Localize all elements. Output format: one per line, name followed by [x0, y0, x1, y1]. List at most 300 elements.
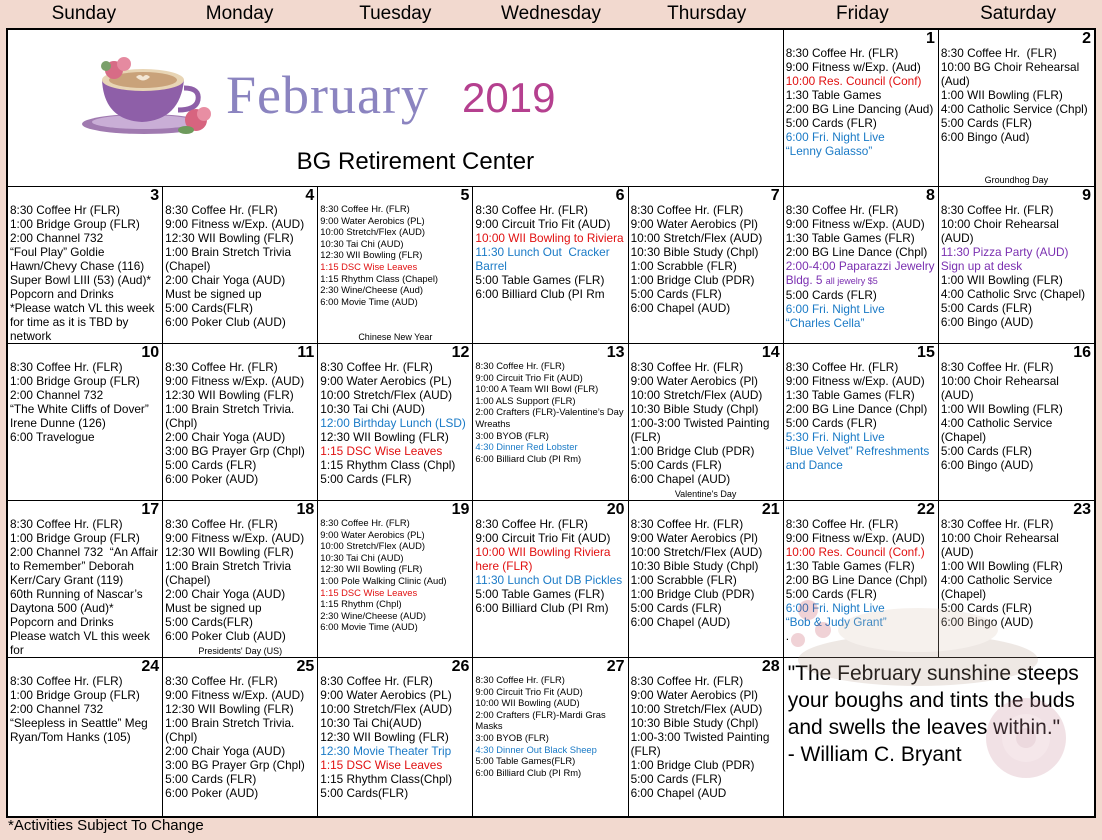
event-text: 6:00 Bingo (Aud): [940, 130, 1030, 144]
event-item: [475, 755, 625, 767]
event-item: [320, 238, 470, 250]
event-item: [786, 517, 936, 531]
day-number: 9: [1082, 187, 1091, 204]
event-item: [320, 388, 470, 402]
event-text: 12:30 WII Bowling (FLR): [320, 563, 423, 575]
event-text: 9:00 Circuit Trio Fit (AUD): [475, 371, 583, 383]
event-text: 6:00 Fri. Night Live: [785, 302, 885, 316]
event-text: 1:00 Bridge Club (PDR): [630, 273, 755, 287]
event-text: 1:00 Brain Stretch Trivia (Chapel): [165, 245, 295, 273]
event-item: [10, 273, 160, 287]
event-item: [320, 540, 470, 552]
event-text: 10:30 Bible Study (Chpl): [630, 245, 759, 259]
event-text: 10:00 Stretch/Flex (AUD): [320, 388, 453, 402]
event-list: [786, 30, 936, 158]
event-item: [475, 545, 625, 573]
event-text: 6:00 Travelogue: [10, 430, 95, 444]
event-item: [320, 563, 470, 575]
event-item: [631, 786, 781, 800]
day-cell: [318, 344, 473, 501]
event-item: [320, 598, 470, 610]
event-item: [165, 315, 315, 329]
event-text: 5:00 Cards (FLR): [165, 458, 257, 472]
event-text: 10:00 WII Bowling Riviera here (FLR): [475, 545, 614, 573]
event-item: [475, 287, 625, 301]
event-list: [320, 501, 470, 633]
event-item: [320, 786, 470, 800]
day-cell: [939, 501, 1094, 658]
event-text: 9:00 Fitness w/Exp. (AUD): [165, 374, 305, 388]
event-item: [320, 430, 470, 444]
event-text: 5:00 Cards (FLR): [785, 116, 877, 130]
event-item: [10, 629, 160, 657]
event-item: [475, 430, 625, 442]
event-item: [631, 231, 781, 245]
event-text: 2:00 Chair Yoga (AUD): [165, 430, 286, 444]
event-text: .: [785, 629, 789, 643]
quote-text: "The February sunshine steeps your boughs and tints the buds and swells the leaves within.": [787, 662, 1079, 739]
event-text: 10:00 Choir Rehearsal (AUD): [940, 531, 1063, 559]
day-number: 22: [917, 501, 935, 518]
event-text: 6:00 Fri. Night Live: [785, 601, 885, 615]
event-item: [786, 259, 936, 288]
event-item: [320, 284, 470, 296]
event-text: 5:00 Cards (FLR): [940, 301, 1032, 315]
event-text: 12:30 WII Bowling (FLR): [165, 702, 294, 716]
dow-monday: Monday: [205, 3, 274, 24]
event-item: [631, 559, 781, 573]
event-item: [941, 259, 1092, 273]
event-item: [631, 716, 781, 730]
event-item: [165, 458, 315, 472]
event-text: 5:00 Cards(FLR): [165, 301, 253, 315]
event-text: 3:00 BG Prayer Grp (Chpl): [165, 758, 305, 772]
event-text: 8:30 Coffee Hr. (FLR): [630, 360, 744, 374]
event-text: 4:00 Catholic Service (Chapel): [940, 416, 1056, 444]
event-item: [165, 601, 315, 615]
event-item: [941, 301, 1092, 315]
event-item: [320, 552, 470, 564]
event-item: [941, 458, 1092, 472]
footer-note: *Activities Subject To Change: [8, 817, 204, 834]
event-item: [165, 273, 315, 287]
event-item: [786, 615, 936, 629]
event-text: 5:00 Cards (FLR): [785, 416, 877, 430]
event-list: [165, 501, 315, 643]
event-text: 2:00 Chair Yoga (AUD): [165, 744, 286, 758]
event-text: 1:00 WII Bowling (FLR): [940, 402, 1063, 416]
event-text: 1:00 Bridge Club (PDR): [630, 758, 755, 772]
event-item: [165, 702, 315, 716]
event-text: “Lenny Galasso”: [785, 144, 873, 158]
event-item: [320, 296, 470, 308]
event-text: 5:00 Cards (FLR): [630, 458, 722, 472]
event-text: 11:30 Pizza Party (AUD): [940, 245, 1069, 259]
day-number: 21: [761, 501, 780, 518]
event-item: [475, 587, 625, 601]
event-text: 2:00-4:00 Paparazzi Jewelry Bldg. 5: [785, 259, 938, 287]
event-item: [786, 130, 936, 144]
day-cell: [939, 187, 1094, 344]
event-list: [475, 501, 625, 615]
event-item: [631, 444, 781, 458]
event-text: 10:00 Stretch/Flex (AUD): [630, 231, 763, 245]
day-number: 5: [460, 187, 470, 204]
event-text: 9:00 Water Aerobics (Pl): [630, 531, 758, 545]
event-item: [786, 444, 936, 472]
event-text: 12:30 WII Bowling (FLR): [320, 430, 449, 444]
event-text: 12:30 WII Bowling (FLR): [320, 730, 449, 744]
event-text: 10:00 Stretch/Flex (AUD): [320, 226, 426, 238]
day-cell: [784, 30, 939, 187]
event-text: 1:00 Bridge Group (FLR): [10, 217, 140, 231]
event-text: 5:00 Cards (FLR): [785, 587, 877, 601]
event-text: 8:30 Coffee Hr. (FLR): [475, 360, 565, 371]
event-item: [941, 573, 1092, 601]
event-text: 10:00 WII Bowling (AUD): [475, 697, 580, 709]
day-number: 13: [606, 344, 625, 361]
event-text: 6:00 Movie Time (AUD): [320, 295, 418, 307]
event-item: [941, 102, 1092, 116]
event-item: [165, 287, 315, 301]
dow-friday: Friday: [836, 3, 889, 24]
event-text: 9:00 Fitness w/Exp. (AUD): [785, 531, 925, 545]
event-item: [10, 716, 160, 744]
event-text: 5:00 Table Games (FLR): [475, 587, 605, 601]
event-item: [165, 430, 315, 444]
event-item: [631, 587, 781, 601]
day-cell: [473, 344, 628, 501]
event-text: 5:00 Cards (FLR): [940, 444, 1032, 458]
event-list: [10, 344, 160, 444]
day-cell: [473, 501, 628, 658]
event-item: [10, 388, 160, 402]
event-text: 5:00 Cards (FLR): [630, 772, 722, 786]
event-text: 8:30 Coffee Hr. (FLR): [10, 360, 123, 374]
event-text: Super Bowl LIII (53) (Aud)*: [10, 273, 151, 287]
year-title: 2019: [462, 74, 556, 121]
event-text: 2:00 BG Line Dance (Chpl): [785, 402, 928, 416]
event-item: [475, 601, 625, 615]
event-item: [165, 587, 315, 601]
event-text: “Blue Velvet” Refreshments and Dance: [785, 444, 933, 472]
event-item: [475, 406, 625, 429]
event-text: 1:00 Bridge Group (FLR): [10, 688, 140, 702]
event-item: [631, 245, 781, 259]
event-list: [10, 658, 160, 744]
event-text: 5:00 Table Games (FLR): [475, 273, 605, 287]
event-item: [475, 674, 625, 686]
event-item: [10, 287, 160, 301]
event-text: 8:30 Coffee Hr. (FLR): [320, 203, 410, 214]
event-item: [786, 388, 936, 402]
event-text: 8:30 Coffee Hr. (FLR): [940, 46, 1057, 60]
event-list: [475, 658, 625, 778]
event-list: [165, 344, 315, 486]
event-item: [941, 245, 1092, 259]
event-text: 6:00 Billiard Club (PI Rm): [475, 601, 609, 615]
event-text: 10:30 Bible Study (Chpl): [630, 716, 759, 730]
event-text: 10:00 Stretch/Flex (AUD): [320, 540, 426, 552]
event-item: [165, 531, 315, 545]
event-text: 1:00 Pole Walking Clinic (Aud): [320, 574, 447, 586]
event-text: 8:30 Coffee Hr. (FLR): [10, 517, 123, 531]
day-cell: [784, 344, 939, 501]
event-text: 8:30 Coffee Hr. (FLR): [165, 203, 278, 217]
event-text: 9:00 Water Aerobics (Pl): [630, 688, 758, 702]
event-text: 9:00 Fitness w/Exp. (AUD): [785, 217, 925, 231]
dow-sunday: Sunday: [51, 3, 117, 24]
day-cell: [939, 344, 1094, 501]
event-list: [320, 344, 470, 486]
event-text: 2:00 Channel 732: [10, 231, 104, 245]
day-cell: [473, 187, 628, 344]
event-item: [786, 102, 936, 116]
event-text: 11:30 Lunch Out Cracker Barrel: [475, 245, 613, 273]
event-item: [165, 559, 315, 587]
event-text: 2:00 BG Line Dancing (Aud): [785, 102, 934, 116]
event-item: [320, 273, 470, 285]
event-text: 2:00 Channel 732: [10, 702, 104, 716]
event-text: 8:30 Coffee Hr. (FLR): [165, 674, 278, 688]
event-item: [786, 559, 936, 573]
event-item: [320, 758, 470, 772]
event-item: [631, 702, 781, 716]
event-text: 9:00 Fitness w/Exp. (AUD): [785, 374, 925, 388]
event-item: [631, 674, 781, 688]
event-text: 1:00-3:00 Twisted Painting (FLR): [630, 416, 773, 444]
event-text: 6:00 Bingo (AUD): [940, 315, 1034, 329]
day-number: 27: [606, 658, 625, 675]
event-text: 10:30 Bible Study (Chpl): [630, 402, 759, 416]
event-text: 6:00 Poker Club (AUD): [165, 629, 286, 643]
event-text: 1:00 Bridge Group (FLR): [10, 374, 140, 388]
event-text: “The White Cliffs of Dover” Irene Dunne (126): [10, 402, 153, 430]
event-item: [475, 686, 625, 698]
event-text: 9:00 Water Aerobics (Pl): [630, 374, 758, 388]
event-text: 2:00 BG Line Dance (Chpl): [785, 245, 928, 259]
event-text: 1:00 Scrabble (FLR): [630, 573, 737, 587]
day-cell: [8, 344, 163, 501]
event-item: [165, 217, 315, 231]
event-item: [165, 245, 315, 273]
event-text: 5:00 Cards(FLR): [165, 615, 253, 629]
event-item: [941, 360, 1092, 374]
event-text: 2:00 Channel 732: [10, 388, 104, 402]
event-text: 8:30 Coffee Hr. (FLR): [785, 203, 899, 217]
event-item: [10, 217, 160, 231]
event-item: [631, 402, 781, 416]
event-item: [786, 587, 936, 601]
event-item: [631, 772, 781, 786]
event-text: 8:30 Coffee Hr. (FLR): [475, 674, 565, 685]
event-text: 10:30 Bible Study (Chpl): [630, 559, 759, 573]
event-item: [165, 629, 315, 643]
event-item: [320, 444, 470, 458]
event-text: 1:30 Table Games: [785, 88, 882, 102]
event-item: [631, 374, 781, 388]
event-text: 10:00 Res. Council (Conf): [785, 74, 922, 88]
day-number: 11: [297, 344, 315, 361]
event-item: [786, 88, 936, 102]
event-item: [631, 458, 781, 472]
event-text: Sign up at desk: [940, 259, 1023, 273]
event-text: 1:15 DSC Wise Leaves: [320, 586, 418, 598]
event-text: 2:00 Crafters (FLR)-Mardi Gras Masks: [475, 708, 609, 732]
event-list: [165, 658, 315, 800]
event-item: [786, 231, 936, 245]
event-text: 8:30 Coffee Hr. (FLR): [165, 517, 278, 531]
event-text: Popcorn and Drinks: [10, 615, 114, 629]
event-text: 10:00 BG Choir Rehearsal (Aud): [940, 60, 1083, 88]
event-text: 5:00 Cards (FLR): [630, 287, 722, 301]
event-item: [475, 360, 625, 372]
event-text: 1:30 Table Games (FLR): [785, 559, 915, 573]
day-number: 16: [1073, 344, 1091, 361]
event-text: 1:15 Rhythm Class(Chpl): [320, 772, 453, 786]
event-text: 1:00 Brain Stretch Trivia (Chapel): [165, 559, 295, 587]
event-text: 8:30 Coffee Hr. (FLR): [10, 674, 123, 688]
event-extra: all jewelry $5: [825, 276, 878, 286]
day-cell: [473, 658, 628, 816]
event-item: [941, 315, 1092, 329]
event-text: 8:30 Coffee Hr. (FLR): [320, 517, 410, 528]
center-name: BG Retirement Center: [296, 148, 535, 175]
dow-wednesday: Wednesday: [500, 3, 601, 24]
event-item: [475, 517, 625, 531]
event-text: 4:00 Catholic Service (Chapel): [940, 573, 1056, 601]
event-text: 6:00 Chapel (AUD: [630, 786, 727, 800]
event-text: 8:30 Coffee Hr. (FLR): [475, 517, 588, 531]
event-item: [786, 601, 936, 615]
event-item: [631, 287, 781, 301]
event-text: “Sleepless in Seattle” Meg Ryan/Tom Hanks (105): [10, 716, 151, 744]
event-item: [320, 702, 470, 716]
event-text: 5:00 Cards (FLR): [940, 116, 1032, 130]
event-list: [10, 501, 160, 657]
event-item: [786, 573, 936, 587]
day-number: 7: [770, 187, 780, 204]
event-item: [165, 758, 315, 772]
holiday-note: Chinese New Year: [358, 332, 433, 342]
event-text: 3:00 BYOB (FLR): [475, 731, 549, 743]
event-list: [941, 187, 1092, 329]
day-cell: [163, 344, 318, 501]
day-number: 14: [761, 344, 780, 361]
event-item: [631, 360, 781, 374]
event-text: 1:00 Bridge Club (PDR): [630, 587, 755, 601]
event-item: [10, 688, 160, 702]
event-item: [475, 245, 625, 273]
holiday-note: Groundhog Day: [984, 175, 1049, 185]
event-item: [786, 430, 936, 444]
event-text: 6:00 Poker (AUD): [165, 786, 259, 800]
event-text: 8:30 Coffee Hr. (FLR): [940, 360, 1054, 374]
event-item: [631, 472, 781, 486]
event-text: 5:00 Cards(FLR): [320, 786, 409, 800]
event-text: 1:00 WII Bowling (FLR): [940, 273, 1063, 287]
day-number: 8: [925, 187, 935, 204]
event-item: [320, 621, 470, 633]
event-item: [10, 245, 160, 273]
event-item: [631, 259, 781, 273]
event-text: 1:15 Rhythm (Chpl): [320, 598, 402, 610]
event-text: 12:30 Movie Theater Trip: [320, 744, 452, 758]
day-number: 25: [296, 658, 315, 675]
event-item: [941, 287, 1092, 301]
event-text: 9:00 Circuit Trio Fit (AUD): [475, 685, 583, 697]
event-text: 10:00 Choir Rehearsal (AUD): [940, 217, 1063, 245]
event-item: [165, 360, 315, 374]
day-cell: [784, 501, 939, 658]
event-text: 1:15 DSC Wise Leaves: [320, 444, 443, 458]
event-item: [10, 301, 160, 343]
event-text: 8:30 Coffee Hr. (FLR): [940, 517, 1054, 531]
event-item: [941, 116, 1092, 130]
event-text: 9:00 Fitness w/Exp. (AUD): [165, 531, 305, 545]
event-item: [165, 772, 315, 786]
event-text: 5:00 Cards (FLR): [785, 288, 877, 302]
event-item: [631, 545, 781, 559]
day-cell: [629, 501, 784, 658]
day-cell: [8, 658, 163, 816]
event-text: *Please watch VL this week for time as it is TBD by network: [10, 301, 158, 343]
event-list: [941, 344, 1092, 472]
event-item: [786, 217, 936, 231]
event-item: [10, 374, 160, 388]
event-text: 1:00 Scrabble (FLR): [630, 259, 737, 273]
days-of-week-row: [6, 0, 1096, 28]
event-text: 1:15 Rhythm Class (Chpl): [320, 458, 456, 472]
event-item: [320, 772, 470, 786]
event-item: [165, 388, 315, 402]
day-number: 17: [141, 501, 160, 518]
event-item: [941, 402, 1092, 416]
event-item: [165, 545, 315, 559]
event-text: 10:00 Stretch/Flex (AUD): [630, 545, 763, 559]
event-list: [320, 187, 470, 307]
event-item: [475, 203, 625, 217]
event-item: [475, 697, 625, 709]
event-item: [320, 215, 470, 227]
day-cell: [318, 501, 473, 658]
day-number: 24: [141, 658, 160, 675]
event-text: “Bob & Judy Grant”: [785, 615, 887, 629]
event-item: [475, 767, 625, 779]
event-item: [631, 301, 781, 315]
day-number: 28: [761, 658, 780, 675]
event-item: [475, 217, 625, 231]
event-text: 10:00 Res. Council (Conf.): [785, 545, 925, 559]
event-item: [941, 559, 1092, 573]
event-item: [941, 88, 1092, 102]
event-text: 8:30 Coffee Hr. (FLR): [940, 203, 1054, 217]
event-list: [631, 501, 781, 629]
event-item: [786, 360, 936, 374]
day-cell: [629, 344, 784, 501]
event-text: 9:00 Water Aerobics (PL): [320, 528, 425, 540]
event-item: [631, 416, 781, 444]
event-text: 9:00 Fitness w/Exp. (Aud): [785, 60, 921, 74]
event-item: [941, 517, 1092, 531]
event-item: [475, 573, 625, 587]
event-item: [475, 231, 625, 245]
event-text: 1:30 Table Games (FLR): [785, 231, 915, 245]
event-list: [631, 344, 781, 486]
event-item: [10, 674, 160, 688]
dow-saturday: Saturday: [980, 3, 1057, 24]
event-item: [165, 674, 315, 688]
